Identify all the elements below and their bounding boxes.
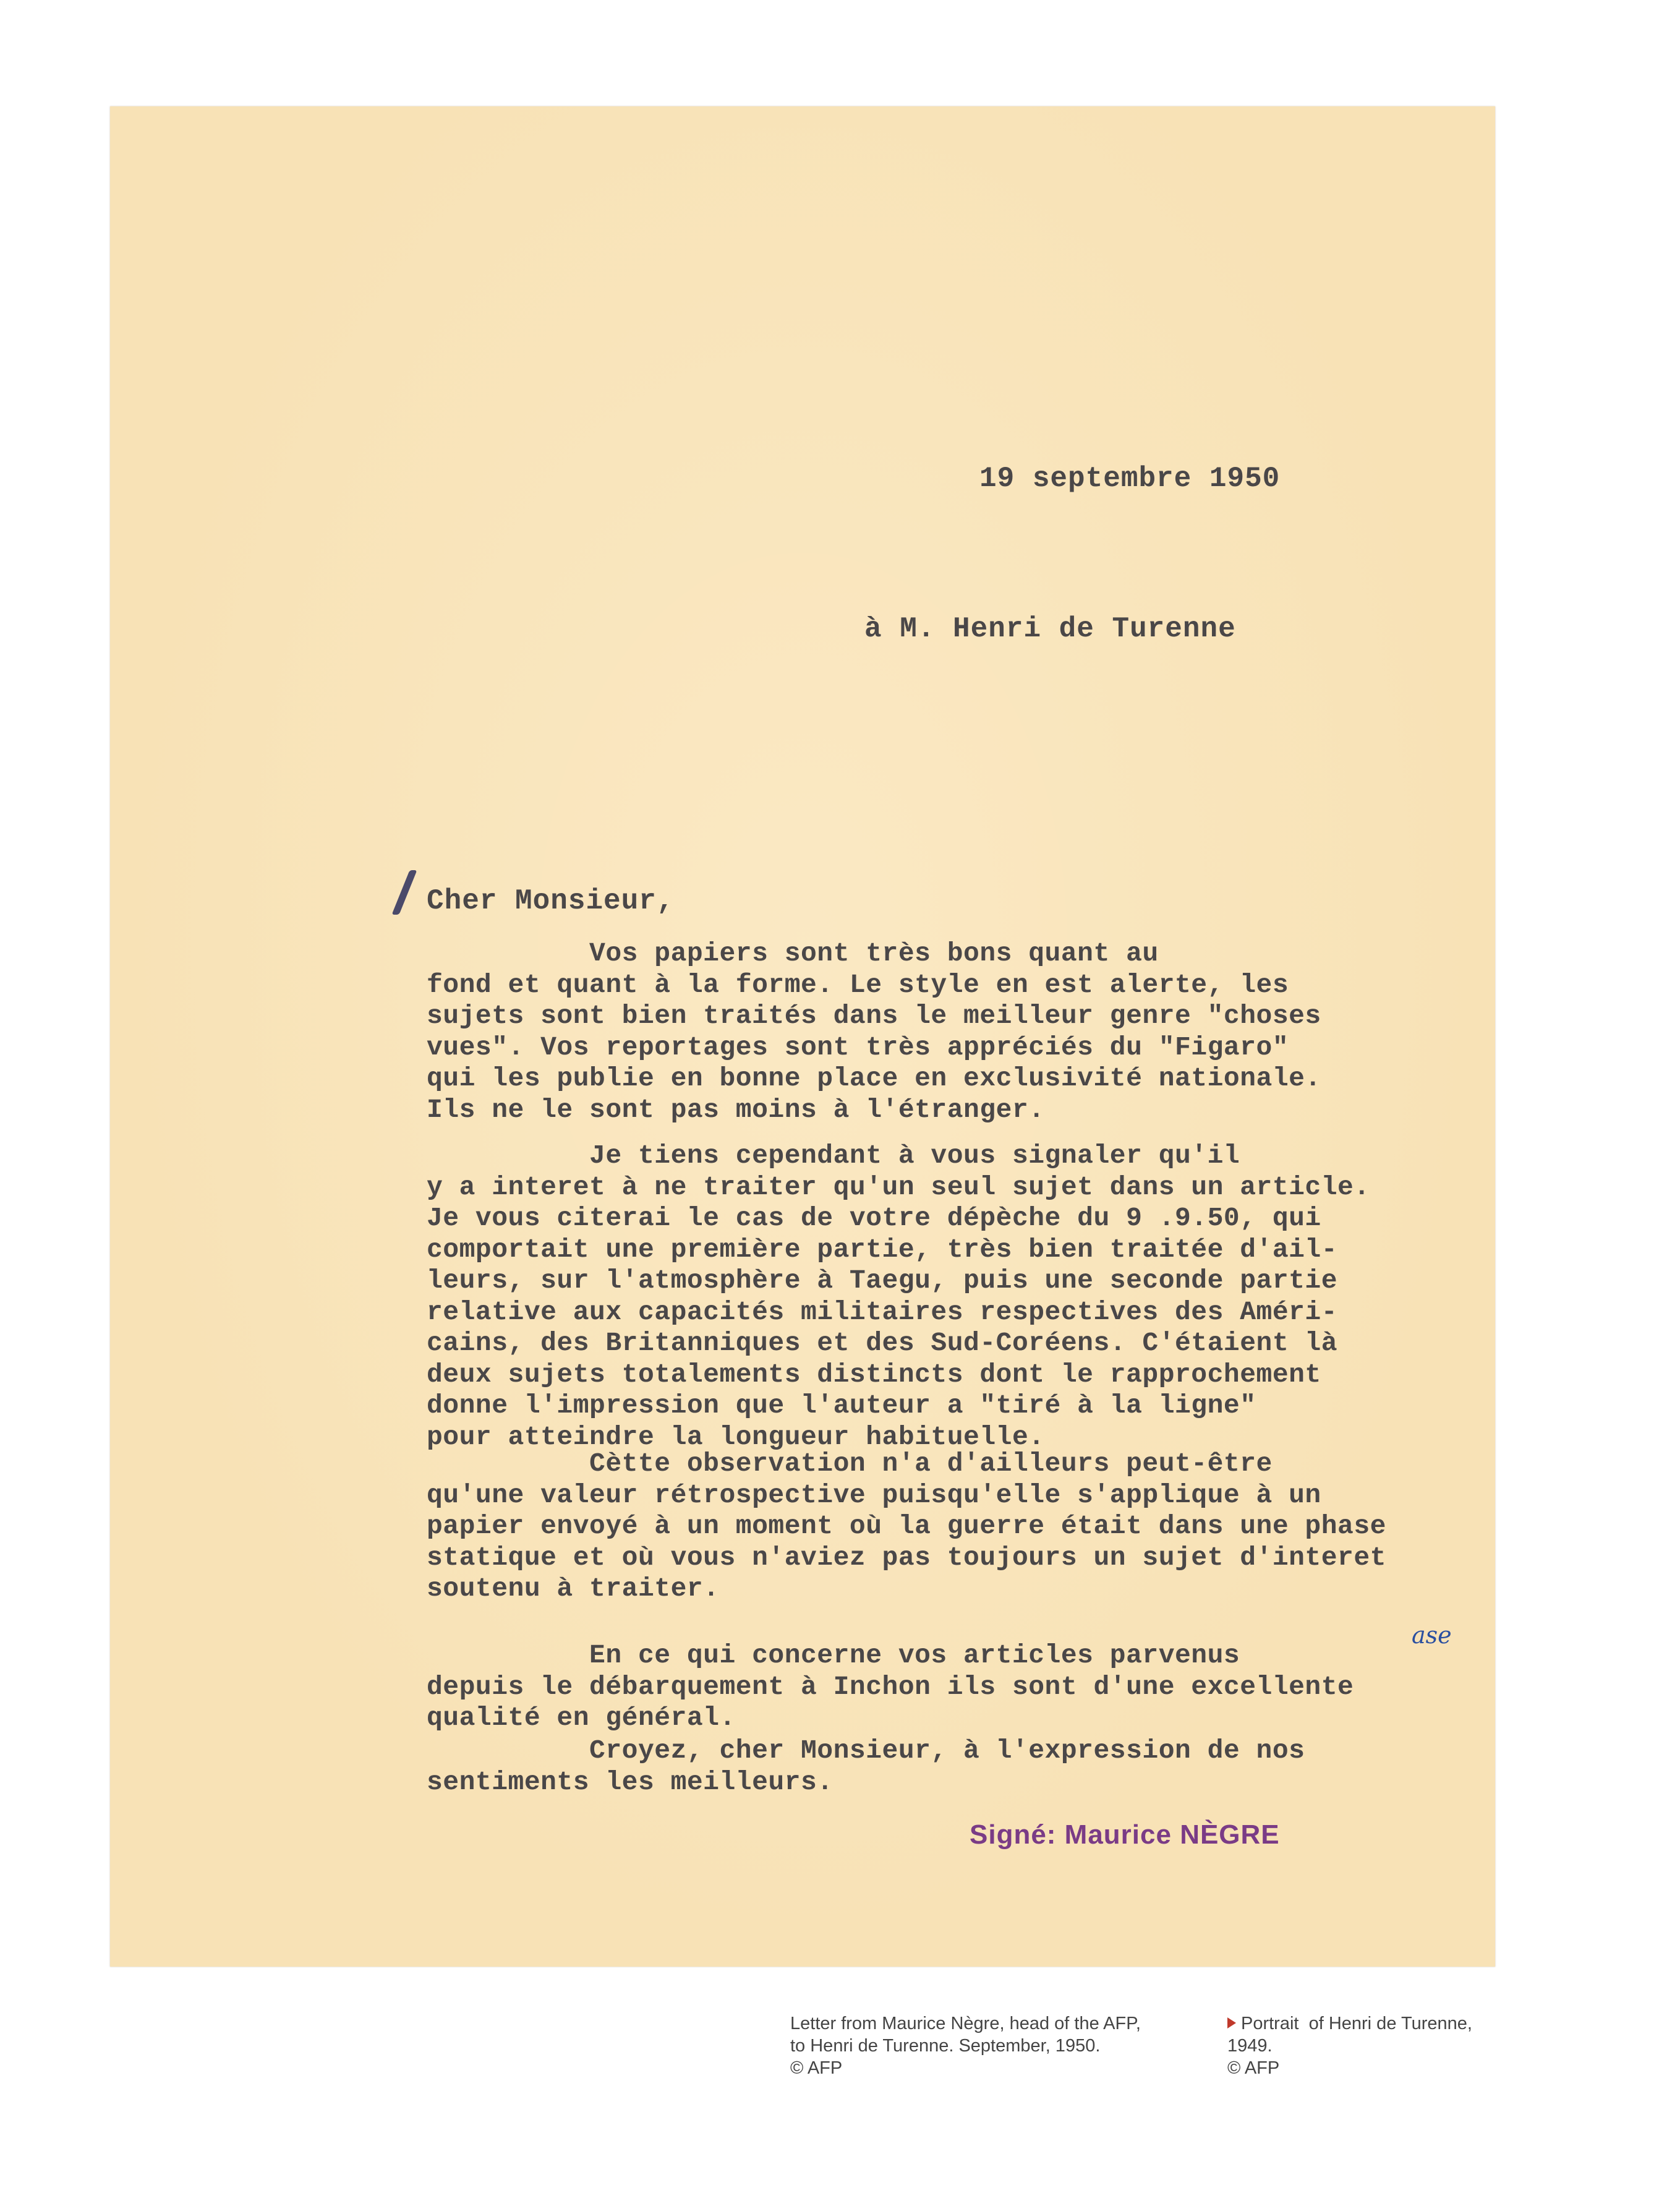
letter-paragraph: Je tiens cependant à vous signaler qu'il y a interet à ne traiter qu'un seul sujet dans un article. Je vous citerai le cas de votre dépèche du 9 .9.50, qui comportait une première partie, très bien traitée d'ail- leurs, sur l'atmosphère à Taegu, puis une seconde partie relative aux capacités militaires respectives des Améri- cains, des Britanniques et des Sud-Coréens. C'étaient là deux sujets totalements distincts dont le rapprochement donne l'impression que l'auteur a "tiré à la ligne" pour atteindre la longueur habituelle. xyxy=(427,1140,1370,1452)
letter-paragraph: Croyez, cher Monsieur, à l'expression de nos sentiments les meilleurs. xyxy=(427,1735,1305,1797)
signature-stamp: Signé: Maurice NÈGRE xyxy=(970,1819,1280,1850)
caption-letter: Letter from Maurice Nègre, head of the AFP, to Henri de Turenne. September, 1950. © AFP xyxy=(790,2014,1141,2078)
letter-page xyxy=(110,106,1495,1967)
handwritten-correction: ase xyxy=(1412,1622,1452,1649)
letter-date: 19 septembre 1950 xyxy=(979,463,1281,495)
check-mark-icon xyxy=(391,870,417,915)
letter-paragraph: En ce qui concerne vos articles parvenus depuis le débarquement à Inchon ils sont d'une excellente qualité en général. xyxy=(427,1640,1354,1733)
triangle-right-icon xyxy=(1227,2017,1236,2029)
caption-portrait xyxy=(1227,2012,1472,2079)
letter-paragraph: Cètte observation n'a d'ailleurs peut-être qu'une valeur rétrospective puisqu'elle s'applique à un papier envoyé à un moment où la guerre était dans une phase statique et où vous n'aviez pas toujours un sujet d'interet soutenu à traiter. xyxy=(427,1448,1386,1604)
letter-recipient: à M. Henri de Turenne xyxy=(864,613,1236,645)
letter-paragraph: Vos papiers sont très bons quant au fond et quant à la forme. Le style en est alerte, les sujets sont bien traités dans le meilleur genre "choses vues". Vos reportages sont très appréciés du "Figaro" qui les publie en bonne place en exclusivité nationale. Ils ne le sont pas moins à l'étranger. xyxy=(427,938,1321,1125)
letter-salutation: Cher Monsieur, xyxy=(427,885,675,917)
caption-portrait-text: Portrait of Henri de Turenne, 1949. © AFP xyxy=(1227,2014,1472,2078)
